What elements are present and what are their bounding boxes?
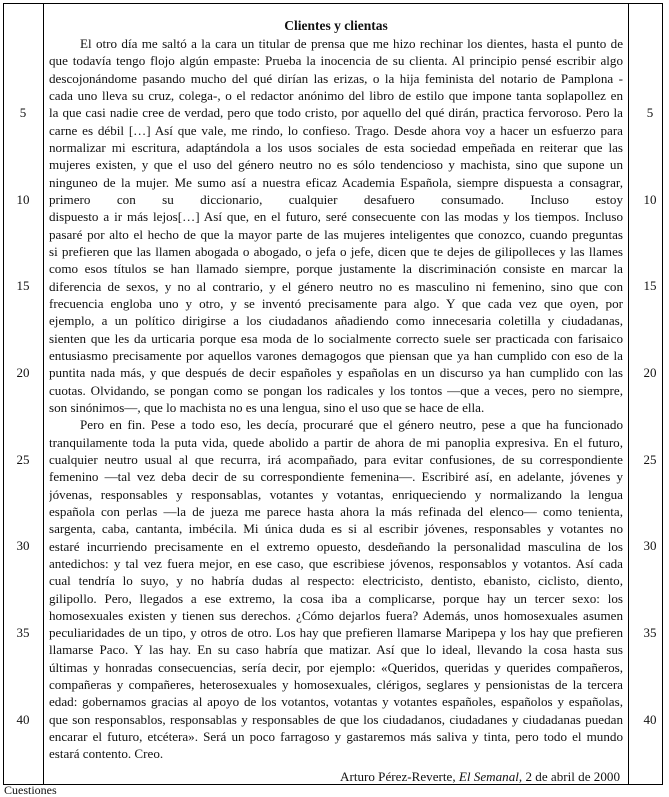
line-number-left: 15 — [16, 278, 30, 294]
text-line: encarar el futuro, etcétera». Será un poco farragoso y gastaremos más saliva y tinta, pero todo el mundo — [49, 729, 623, 745]
text-line: antedichos: y tal vez fuera mejor, en ese caso, que escribiese jóvenos, responsablos y votantos. Así cada — [49, 555, 623, 571]
text-line: El otro día me saltó a la cara un titular de prensa que me hizo rechinar los dientes, hasta el punto de — [80, 36, 623, 51]
text-line: peculiaridades de un tipo, y otros de otro. Los hay que prefieren llamarse Maripepa y los hay que prefieren — [49, 625, 623, 641]
right-margin-divider — [628, 3, 629, 785]
text-line: femenino —tal vez deba decir de su correspondiente femenina—. Escribiré así, en adelante, jóvenes y — [49, 469, 623, 485]
left-margin-divider — [43, 3, 44, 785]
text-line: cuotas. Olvidando, se pongan como se pongan los radicales y los tontos —que a veces, pero no siempre, — [49, 382, 623, 398]
text-line: mujeres existen, y que el uso del género neutro no es sólo tendencioso y machista, sino que supone un — [49, 157, 623, 173]
line-number-right: 15 — [643, 278, 657, 294]
line-number-left: 35 — [16, 624, 30, 640]
text-line: como esos títulos se han llamado siempre, porque justamente la discriminación consiste en marcar la — [49, 261, 623, 277]
text-line: que son responsablos, responsablas y responsables de que los ciudadanos, ciudadanes y ciudadanas puedan — [49, 711, 623, 727]
text-line: cual tendría lo suyo, y no habría dudas al respecto: electricisto, dentisto, ebanisto, ciclisto, diento, — [49, 573, 623, 589]
line-number-left: 10 — [16, 191, 30, 207]
text-line: ninguneo de la mujer. Me sumo así a nuestra eficaz Academia Española, siempre dispuesta a consagrar, — [49, 174, 623, 190]
signature-publication: El Semanal — [458, 768, 519, 784]
signature-date: , 2 de abril de 2000 — [518, 768, 620, 784]
text-line: Pero en fin. Pese a todo eso, les decía, procuraré que el género neutro, pese a que ha funcionado — [80, 417, 623, 433]
line-number-right: 20 — [643, 364, 657, 380]
text-line: diferencia de sexos, y no al contrario, y el género neutro no es masculino ni femenino, sino que con — [49, 278, 623, 294]
text-line: sienten que les da urticaria porque esa moda de lo socialmente correcto suele ser practicada con farisaico — [49, 330, 623, 346]
line-number-left: 20 — [16, 364, 30, 380]
article-signature — [49, 767, 623, 787]
text-line: entusiasmo precisamente por aquellos varones demagogos que piensan que ya han cumplido con eso de la — [49, 347, 623, 363]
text-line: la que casi nadie cree de verdad, pero que todo cristo, por aquello del qué dirán, practica fervoroso. Pero la — [49, 105, 623, 121]
line-number-right: 25 — [643, 451, 657, 467]
text-line: frecuencia engloba uno y otro, y se inventó precisamente para algo. Y que cada vez que oyen, por — [49, 295, 623, 311]
text-line: puntita nada más, y que después de decir españoles y españolas en un discurso ya han cumplido con las — [49, 365, 623, 381]
text-line: tranquilamente toda la puta vida, quede abolido a partir de ahora de mi panoplia expresiva. En el futuro, — [49, 434, 623, 450]
text-line: dispuesto a ir más lejos[…] Así que, en el futuro, seré consecuente con las modas y los tiempos. Incluso — [49, 209, 623, 225]
text-line: edad: gobernamos gracias al apoyo de los votantos, votantas y votantes españoles, españolos y españolas, — [49, 694, 623, 710]
text-line: que todavía tengo flojo algún empaste: Prueba la inocencia de su clienta. Al principio pensé escribir algo — [49, 53, 623, 69]
text-line: cada uno lleva su cruz, colega-, o el redactor anónimo del libro de estilo que impone tanta soplapollez en — [49, 87, 623, 103]
text-line: estaré incurriendo precisamente en el extremo opuesto, desdeñando la personalidad masculina de los — [49, 538, 623, 554]
article-body — [49, 35, 623, 763]
line-number-right: 5 — [646, 105, 654, 120]
next-section-heading: Cuestiones — [4, 783, 57, 797]
line-number-right: 30 — [643, 538, 657, 554]
text-line: estará contento. Creo. — [49, 746, 164, 762]
text-line: primero con su diccionario, cualquier desafuero consumado. Incluso estoy — [49, 191, 623, 207]
article-title: Clientes y clientas — [284, 18, 388, 33]
text-line: española con perlas —la de jueza me parece hasta ahora la más refinada del elenco— como tenienta, — [49, 503, 623, 519]
text-line: normalizar mi escritura, adaptándola a los usos sociales de esta sociedad empeñada en reiterar que las — [49, 139, 623, 155]
article — [49, 17, 623, 787]
text-line: si prefieren que las llamen abogada o abogado, o jefa o jefe, dicen que te dejes de gilipolleces y las llames — [49, 243, 623, 259]
line-number-right: 40 — [643, 711, 657, 727]
line-number-right: 35 — [643, 624, 657, 640]
text-line: pasaré por alto el hecho de que la mayor parte de las mujeres inteligentes que conozco, cuando preguntas — [49, 226, 623, 242]
line-number-right: 10 — [643, 191, 657, 207]
text-line: ejemplo, a un político dirigirse a los ciudadanos añadiendo como innecesaria coletilla y ciudadanas, — [49, 313, 623, 329]
text-line: compañeras y compañeres, heterosexuales y homosexuales, clérigos, seglares y pensionistas de la tercera — [49, 677, 623, 693]
text-line: jóvenas, responsables y responsablas, votantes y votantas, enriqueciendo y normalizando la lengua — [49, 486, 623, 502]
text-line: homosexuales existen y tienen sus derechos. ¿Cómo dejarlos fuera? Además, unos homosexuales asumen — [49, 607, 623, 623]
text-line: son sinónimos—, que lo machista no es una lengua, sino el uso que se hace de ella. — [49, 399, 485, 415]
text-line: últimas y honradas consecuencias, sería decir, por ejemplo: «Queridos, queridas y querides compañeros, — [49, 659, 623, 675]
text-line: carne es débil […] Así que vale, me rindo, lo confieso. Trago. Desde ahora voy a hacer un esfuerzo para — [49, 122, 623, 138]
line-number-left: 30 — [16, 538, 30, 554]
signature-author: Arturo Pérez-Reverte, — [340, 768, 459, 784]
line-number-left: 5 — [19, 105, 27, 120]
text-line: sargenta, caba, cantanta, imbécila. Mi única duda es si al escribir jóvenes, responsables y votantes no — [49, 521, 623, 537]
line-number-left: 40 — [16, 711, 30, 727]
text-line: descojonándome pasando mucho del qué dirían las erizas, o la hija feminista del notario de Pamplona - — [49, 70, 623, 86]
text-line: cualquier neutro usual al que recurra, irá acompañado, para evitar confusiones, de su correspondiente — [49, 451, 623, 467]
line-number-left: 25 — [16, 451, 30, 467]
text-line: gilipollo. Pero, llegados a ese extremo, la cosa iba a complicarse, porque hay un tercer sexo: los — [49, 590, 623, 606]
text-line: llamarse Paco. Y las hay. En su caso habría que matizar. Así que lo ideal, llevando la cosa hasta sus — [49, 642, 623, 658]
